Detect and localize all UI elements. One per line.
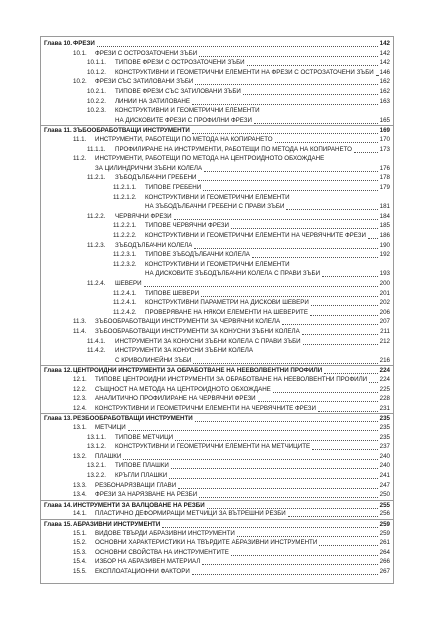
toc-entry-number: 13.2.2. [87, 472, 106, 479]
toc-entry-number: 10.2.3. [87, 107, 106, 115]
toc-entry-row [41, 87, 393, 96]
toc-entry-number: 11.2.3.1. [113, 251, 137, 259]
toc-entry-title: КОНСТРУКТИВНИ И ГЕОМЕТРИЧНИ ЕЛЕМЕНТИ [145, 260, 290, 268]
toc-entry-page: 228 [379, 395, 390, 403]
toc-entry-number: 11.2.4.1. [113, 299, 137, 307]
toc-entry-number: 11.3. [73, 318, 87, 326]
toc-entry-row [41, 106, 393, 115]
toc-dot-leader [286, 208, 378, 210]
toc-entry-number: 11.4.1. [87, 337, 106, 345]
toc-entry-page: 231 [379, 404, 390, 412]
toc-entry-page: 193 [379, 270, 390, 278]
toc-dot-leader [254, 122, 378, 124]
toc-entry-title: ЦЕНТРОИДНИ ИНСТРУМЕНТИ ЗА ОБРАБОТВАНЕ НА НЕЕВОЛВЕНТНИ ПРОФИЛИ [73, 367, 323, 375]
toc-entry-title: КОНСТРУКТИВНИ И ГЕОМЕТРИЧНИ ЕЛЕМЕНТИ [115, 107, 260, 115]
toc-entry-title: ТИПОВЕ ЗЪБОДЪЛБАЧНИ КОЛЕЛА [145, 251, 250, 259]
toc-entry-page: 224 [379, 367, 390, 375]
toc-entry-title: ЗЪБОДЪЛБАЧНИ ГРЕБЕНИ [115, 174, 197, 182]
table-of-contents [40, 36, 394, 584]
toc-entry-title: ИНСТРУМЕНТИ ЗА ВАЛЦОВАНЕ НА РЕЗБИ [73, 501, 205, 509]
toc-entry-row [41, 164, 393, 173]
toc-entry-title: НА ЗЪБОДЪЛБАЧНИ ГРЕБЕНИ С ПРАВИ ЗЪБИ [145, 203, 285, 211]
toc-entry-number: Глава 11. [44, 127, 72, 135]
toc-entry-title: ЗЪБООБРАБОТВАЩИ ИНСТРУМЕНТИ ЗА КОНУСНИ ЗЪБНИ КОЛЕЛА [95, 328, 300, 335]
toc-entry-page: 225 [379, 385, 390, 393]
toc-chapter-row [41, 39, 393, 48]
toc-dot-leader [171, 467, 378, 469]
toc-entry-row [41, 250, 393, 259]
toc-entry-number: Глава 14. [44, 501, 73, 509]
toc-entry-number: 10.2.1. [87, 88, 106, 95]
toc-dot-leader [243, 93, 378, 95]
toc-entry-number: 11.1.1. [87, 145, 106, 153]
toc-entry-page: 142 [379, 40, 390, 47]
toc-dot-leader [258, 400, 378, 402]
toc-entry-title: ТИПОВЕ ПЛАШКИ [115, 462, 169, 470]
toc-entry-row [41, 423, 393, 432]
toc-entry-page: 181 [379, 203, 390, 211]
toc-entry-page: 142 [379, 59, 390, 67]
toc-dot-leader [282, 323, 378, 325]
toc-entry-page: 162 [379, 88, 390, 95]
toc-entry-number: 11.1. [73, 136, 87, 143]
toc-entry-number: 15.4. [73, 558, 87, 566]
toc-entry-page: 207 [379, 318, 390, 326]
toc-entry-title: РЕЗБОНАРЯЗВАЩИ ГЛАВИ [95, 481, 177, 489]
toc-dot-leader [354, 151, 378, 153]
toc-entry-number: 11.2.3. [87, 241, 106, 249]
toc-dot-leader [203, 189, 378, 191]
toc-entry-row [41, 202, 393, 211]
toc-dot-leader [178, 487, 378, 489]
toc-dot-leader [303, 343, 378, 345]
toc-entry-title: ЗЪБОДЪЛБАЧНИ КОЛЕЛА [115, 241, 193, 249]
toc-entry-page: 170 [379, 136, 390, 143]
toc-entry-row [41, 97, 393, 106]
toc-entry-row [41, 509, 393, 518]
toc-entry-title: ФРЕЗИ ЗА НАРЯЗВАНЕ НА РЕЗБИ [95, 491, 198, 499]
toc-entry-row [41, 337, 393, 346]
toc-dot-leader [192, 103, 378, 105]
toc-entry-title: ЛИНИИ НА ЗАТИЛОВАНЕ [115, 97, 191, 105]
toc-dot-leader [199, 496, 378, 498]
toc-dot-leader [312, 448, 378, 450]
toc-entry-number: 11.2.4. [87, 280, 106, 287]
toc-entry-row [41, 241, 393, 250]
toc-entry-row [41, 77, 393, 86]
toc-entry-number: 11.2.4.1. [113, 289, 137, 297]
toc-entry-title: ТИПОВЕ ФРЕЗИ С ОСТРОЗАТОЧЕНИ ЗЪБИ [115, 59, 245, 67]
toc-entry-page: 190 [379, 241, 390, 249]
toc-entry-row [41, 385, 393, 394]
toc-entry-number: 13.2. [73, 452, 87, 460]
toc-entry-row [41, 317, 393, 326]
toc-entry-number: 13.1. [73, 424, 87, 431]
toc-entry-row [41, 394, 393, 403]
toc-entry-title: ТИПОВЕ МЕТЧИЦИ [115, 433, 174, 441]
toc-entry-row [41, 557, 393, 566]
toc-entry-row [41, 279, 393, 288]
toc-dot-leader [231, 227, 378, 229]
toc-entry-row [41, 49, 393, 58]
toc-entry-page: 169 [379, 127, 390, 135]
toc-entry-number: 15.2. [73, 539, 87, 547]
toc-entry-page: 235 [379, 424, 390, 431]
toc-dot-leader [376, 74, 378, 76]
toc-chapter-row [41, 125, 393, 135]
toc-entry-number: 11.2.2.1. [113, 222, 137, 230]
toc-entry-title: НА ДИСКОВИТЕ ЗЪБОДЪЛБАЧНИ КОЛЕЛА С ПРАВИ ЗЪБИ [145, 270, 321, 278]
toc-entry-title: ЕКСПЛОАТАЦИОННИ ФАКТОРИ [95, 568, 190, 575]
toc-entry-title: ЗЪБООБРАБОТВАЩИ ИНСТРУМЕНТИ ЗА ЧЕРВЯЧНИ КОЛЕЛА [95, 318, 281, 326]
toc-dot-leader [192, 573, 378, 575]
toc-entry-number: 11.2.3.2. [113, 260, 137, 268]
toc-entry-number: Глава 15. [44, 521, 73, 528]
toc-dot-leader [318, 410, 378, 412]
toc-entry-row [41, 68, 393, 77]
toc-dot-leader [231, 554, 378, 556]
toc-entry-page: 184 [379, 212, 390, 220]
toc-entry-page: 247 [379, 481, 390, 489]
toc-entry-number: 15.5. [73, 568, 87, 575]
toc-entry-row [41, 433, 393, 442]
toc-entry-page: 256 [379, 510, 390, 518]
toc-entry-number: 12.1. [73, 376, 87, 383]
toc-entry-page: 237 [379, 443, 390, 451]
toc-entry-title: СЪЩНОСТ НА МЕТОДА НА ЦЕНТРОИДНОТО ОБХОЖДАНЕ [95, 385, 271, 393]
toc-entry-number: 11.4. [73, 328, 87, 335]
toc-entry-row [41, 481, 393, 490]
toc-entry-page: 206 [379, 308, 390, 316]
toc-entry-page: 200 [379, 280, 390, 287]
toc-entry-title: ИНСТРУМЕНТИ ЗА КОНУСНИ ЗЪБНИ КОЛЕЛА [115, 347, 253, 355]
toc-entry-title: АБРАЗИВНИ ИНСТРУМЕНТИ [73, 521, 161, 528]
toc-dot-leader [302, 333, 378, 335]
toc-entry-number: 15.3. [73, 548, 87, 556]
toc-entry-title: ИНСТРУМЕНТИ, РАБОТЕЩИ ПО МЕТОДА НА ЦЕНТРОИДНОТО ОБХОЖДАНЕ [95, 155, 325, 163]
toc-entry-page: 173 [379, 145, 390, 153]
toc-dot-leader [310, 314, 378, 316]
toc-entry-page: 259 [379, 521, 390, 528]
toc-entry-number: 12.4. [73, 404, 87, 412]
toc-entry-row [41, 183, 393, 192]
toc-entry-row [41, 529, 393, 538]
toc-entry-title: ТИПОВЕ ШЕВЕРИ [145, 289, 200, 297]
toc-entry-number: 10.1. [73, 49, 87, 57]
toc-entry-title: КРЪГЛИ ПЛАШКИ [115, 472, 168, 479]
toc-entry-number: 12.2. [73, 385, 87, 393]
toc-entry-row [41, 58, 393, 67]
toc-entry-row [41, 269, 393, 278]
toc-entry-page: 186 [379, 232, 390, 239]
toc-entry-title: ИЗБОР НА АБРАЗИВЕН МАТЕРИАЛ [95, 558, 201, 566]
toc-entry-page: 266 [379, 558, 390, 566]
toc-dot-leader [201, 295, 378, 297]
toc-dot-leader [194, 247, 378, 249]
toc-dot-leader [369, 381, 378, 383]
toc-entry-title: ЗЪБООБРАБОТВАЩИ ИНСТРУМЕНТИ [73, 127, 190, 135]
toc-entry-title: ВИДОВЕ ТВЪРДИ АБРАЗИВНИ ИНСТРУМЕНТИ [95, 529, 235, 537]
toc-entry-row [41, 289, 393, 298]
toc-entry-title: НА ДИСКОВИТЕ ФРЕЗИ С ПРОФИЛНИ ФРЕЗИ [115, 116, 252, 124]
toc-entry-row [41, 327, 393, 336]
toc-entry-page: 146 [379, 68, 390, 76]
toc-entry-title: ПЛАСТИЧНО ДЕФОРМИРАЩИ МЕТЧИЦИ ЗА ВЪТРЕШНИ РЕЗБИ [95, 510, 286, 518]
toc-dot-leader [128, 429, 378, 431]
toc-entry-number: 11.2.1. [87, 174, 106, 182]
toc-entry-page: 201 [379, 289, 390, 297]
toc-entry-title: КОНСТРУКТИВНИ И ГЕОМЕТРИЧНИ ЕЛЕМЕНТИ НА ФРЕЗИ С ОСТРОЗАТОЧЕНИ ЗЪБИ [115, 68, 374, 76]
toc-entry-page: 178 [379, 174, 390, 182]
toc-entry-number: 11.4.2. [87, 347, 106, 355]
toc-entry-title: ИНСТРУМЕНТИ, РАБОТЕЩИ ПО МЕТОДА НА КОПИРАНЕТО [95, 136, 273, 143]
toc-dot-leader [273, 391, 378, 393]
toc-entry-number: Глава 13. [44, 415, 73, 423]
toc-entry-row [41, 490, 393, 499]
toc-entry-page: 211 [380, 328, 390, 335]
toc-entry-number: 11.2.1.1. [113, 184, 137, 191]
toc-entry-row [41, 298, 393, 307]
toc-entry-title: ПРОФИЛИРАНЕ НА ИНСТРУМЕНТИ, РАБОТЕЩИ ПО МЕТОДА НА КОПИРАНЕТО [115, 145, 352, 153]
toc-entry-title: ИНСТРУМЕНТИ ЗА КОНУСНИ ЗЪБНИ КОЛЕЛА С ПРАВИ ЗЪБИ [115, 337, 301, 345]
toc-entry-number: 11.2. [73, 155, 87, 163]
toc-entry-number: 15.1. [73, 529, 87, 537]
toc-entry-page: 241 [379, 472, 390, 479]
toc-entry-title: КОНСТРУКТИВНИ И ГЕОМЕТРИЧНИ ЕЛЕМЕНТИ НА ЧЕРВЯЧНИТЕ ФРЕЗИ [145, 232, 366, 239]
toc-chapter-row [41, 413, 393, 423]
toc-entry-title: ОСНОВНИ ХАРАКТЕРИСТИКИ НА ТВЪРДИТЕ АБРАЗИВНИ ИНСТРУМЕНТИ [95, 539, 318, 547]
toc-entry-page: 255 [379, 501, 390, 509]
toc-entry-row [41, 567, 393, 576]
toc-entry-number: 13.2.1. [87, 462, 106, 470]
toc-entry-title: ПРОВЕРЯВАНЕ НА НЯКОИ ЕЛЕМЕНТИ НА ШЕВЕРИТЕ [145, 308, 308, 316]
toc-dot-leader [193, 362, 378, 364]
toc-dot-leader [311, 304, 378, 306]
toc-entry-page: 192 [379, 251, 390, 259]
toc-entry-page: 264 [379, 548, 390, 556]
toc-entry-number: 10.1.1. [87, 59, 106, 67]
toc-entry-row [41, 375, 393, 384]
toc-entry-number: Глава 10. [44, 40, 73, 47]
toc-entry-row [41, 538, 393, 547]
toc-dot-leader [252, 256, 378, 258]
toc-entry-title: ШЕВЕРИ [115, 280, 142, 287]
toc-entry-number: 10.2. [73, 78, 87, 86]
toc-entry-number: 14.1. [73, 510, 87, 518]
toc-chapter-row [41, 519, 393, 529]
toc-entry-number: 11.2.2.2. [113, 232, 137, 239]
toc-entry-page: 224 [379, 376, 390, 383]
toc-entry-row [41, 135, 393, 144]
toc-entry-title: ТИПОВЕ ФРЕЗИ СЪС ЗАТИЛОВАНИ ЗЪБИ [115, 88, 241, 95]
toc-entry-title: ОСНОВНИ СВОЙСТВА НА ИНСТРУМЕНТИТЕ [95, 548, 229, 556]
toc-entry-number: 12.3. [73, 395, 87, 403]
toc-entry-row [41, 212, 393, 221]
toc-entry-number: 13.1.1. [87, 433, 106, 441]
toc-entry-row [41, 356, 393, 365]
toc-entry-page: 240 [379, 462, 390, 470]
toc-entry-page: 250 [379, 491, 390, 499]
toc-entry-number: 11.2.2. [87, 212, 106, 220]
toc-entry-row [41, 308, 393, 317]
toc-entry-page: 216 [379, 356, 390, 364]
toc-entry-row [41, 193, 393, 202]
toc-entry-row [41, 452, 393, 461]
toc-entry-row [41, 346, 393, 355]
toc-entry-page: 261 [379, 539, 390, 547]
toc-dot-leader [175, 439, 378, 441]
toc-entry-page: 202 [379, 299, 390, 307]
toc-entry-row [41, 145, 393, 154]
toc-entry-title: ФРЕЗИ С ОСТРОЗАТОЧЕНИ ЗЪБИ [95, 49, 198, 57]
toc-entry-page: 142 [379, 49, 390, 57]
toc-dot-leader [368, 237, 378, 239]
toc-entry-page: 162 [379, 78, 390, 86]
toc-entry-title: ТИПОВЕ ЧЕРВЯЧНИ ФРЕЗИ [145, 222, 229, 230]
toc-entry-title: ТИПОВЕ ЦЕНТРОИДНИ ИНСТРУМЕНТИ ЗА ОБРАБОТВАНЕ НА НЕЕВОЛВЕНТНИ ПРОФИЛИ [95, 376, 368, 383]
toc-dot-leader [198, 179, 378, 181]
toc-entry-page: 165 [379, 116, 390, 124]
toc-entry-row [41, 231, 393, 240]
toc-dot-leader [195, 83, 378, 85]
toc-entry-page: 176 [379, 164, 390, 172]
toc-entry-row [41, 260, 393, 269]
toc-chapter-row [41, 365, 393, 375]
toc-entry-row [41, 404, 393, 413]
toc-dot-leader [174, 218, 378, 220]
toc-entry-page: 179 [379, 184, 390, 191]
toc-entry-row [41, 461, 393, 470]
toc-dot-leader [288, 515, 378, 517]
toc-entry-page: 163 [379, 97, 390, 105]
toc-entry-number: 13.3. [73, 481, 87, 489]
toc-entry-title: ЧЕРВЯЧНИ ФРЕЗИ [115, 212, 172, 220]
toc-entry-title: С КРИВОЛИНЕЙНИ ЗЪБИ [115, 356, 192, 364]
toc-dot-leader [123, 458, 378, 460]
toc-dot-leader [204, 170, 378, 172]
toc-dot-leader [275, 141, 378, 143]
toc-entry-page: 235 [379, 433, 390, 441]
toc-chapter-row [41, 500, 393, 510]
toc-entry-page: 235 [379, 415, 390, 423]
toc-entry-page: 240 [379, 452, 390, 460]
toc-entry-title: ПЛАШКИ [95, 452, 122, 460]
toc-entry-title: МЕТЧИЦИ [95, 424, 126, 431]
toc-entry-row [41, 221, 393, 230]
toc-entry-title: ТИПОВЕ ГРЕБЕНИ [145, 184, 202, 191]
toc-dot-leader [144, 285, 378, 287]
toc-dot-leader [97, 45, 378, 47]
toc-entry-title: ФРЕЗИ [73, 40, 95, 47]
toc-entry-title: КОНСТРУКТИВНИ И ГЕОМЕТРИЧНИ ЕЛЕМЕНТИ НА ЧЕРВЯЧНИТЕ ФРЕЗИ [95, 404, 316, 412]
toc-dot-leader [169, 477, 378, 479]
toc-entry-page: 267 [379, 568, 390, 575]
toc-entry-number: 10.2.2. [87, 97, 106, 105]
toc-entry-title: РЕЗБООБРАБОТВАЩИ ИНСТРУМЕНТИ [73, 415, 193, 423]
toc-entry-number: 11.2.4.2. [113, 308, 137, 316]
toc-entry-title: ЗА ЦИЛИНДРИЧНИ ЗЪБНИ КОЛЕЛА [95, 164, 203, 172]
toc-entry-title: ФРЕЗИ СЪС ЗАТИЛОВАНИ ЗЪБИ [95, 78, 194, 86]
toc-entry-page: 212 [379, 337, 390, 345]
toc-entry-row [41, 173, 393, 182]
toc-entry-row [41, 442, 393, 451]
toc-entry-number: 13.1.2. [87, 443, 106, 451]
toc-dot-leader [319, 544, 378, 546]
toc-entry-page: 185 [379, 222, 390, 230]
toc-dot-leader [199, 55, 378, 57]
toc-entry-number: 10.1.2. [87, 68, 106, 76]
toc-entry-row [41, 116, 393, 125]
toc-dot-leader [237, 535, 378, 537]
toc-dot-leader [247, 64, 378, 66]
toc-entry-row [41, 154, 393, 163]
toc-dot-leader [202, 563, 378, 565]
toc-dot-leader [322, 275, 378, 277]
toc-entry-number: 11.2.1.2. [113, 193, 137, 201]
toc-entry-number: Глава 12. [44, 367, 73, 375]
toc-entry-row [41, 471, 393, 480]
toc-entry-row [41, 548, 393, 557]
toc-entry-title: АНАЛИТИЧНО ПРОФИЛИРАНЕ НА ЧЕРВЯЧНИ ФРЕЗИ [95, 395, 256, 403]
toc-entry-title: КОНСТРУКТИВНИ И ГЕОМЕТРИЧНИ ЕЛЕМЕНТИ [145, 193, 290, 201]
toc-entry-title: КОНСТРУКТИВНИ И ГЕОМЕТРИЧНИ ЕЛЕМЕНТИ НА МЕТЧИЦИТЕ [115, 443, 311, 451]
toc-entry-title: КОНСТРУКТИВНИ ПАРАМЕТРИ НА ДИСКОВИ ШЕВЕРИ [145, 299, 309, 307]
toc-entry-page: 259 [379, 529, 390, 537]
toc-entry-number: 13.4. [73, 491, 87, 499]
